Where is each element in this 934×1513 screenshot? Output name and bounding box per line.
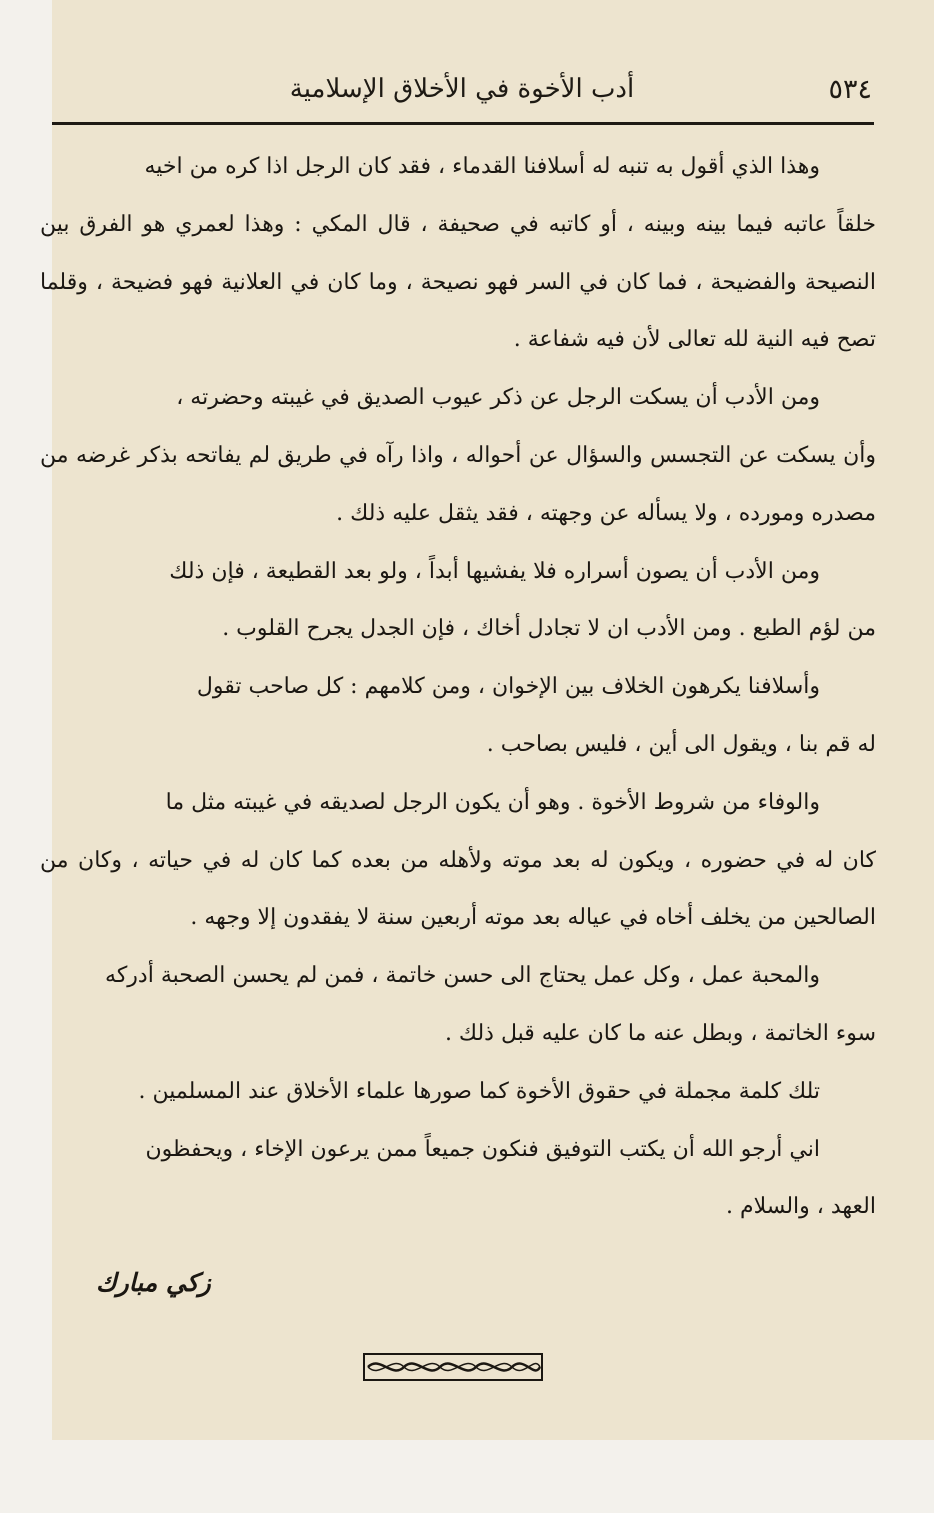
- header-rule: [52, 122, 874, 125]
- scan-margin: [0, 1440, 934, 1513]
- paragraph-first-line: تلك كلمة مجملة في حقوق الأخوة كما صورها علماء الأخلاق عند المسلمين .: [138, 1078, 820, 1104]
- paragraph-3: [40, 543, 876, 659]
- paragraph-continuation: وأن يسكت عن التجسس والسؤال عن أحواله ، واذا رآه في طريق لم يفاتحه بذكر غرضه من مصدره ومورده ، ولا يسأله عن وجهته ، فقد يثقل عليه ذلك .: [40, 442, 876, 526]
- paragraph-7: [40, 1063, 876, 1121]
- page-number: ٥٣٤: [828, 74, 872, 105]
- paragraph-first-line: والوفاء من شروط الأخوة . وهو أن يكون الرجل لصديقه في غيبته مثل ما: [165, 789, 820, 815]
- paragraph-4: [40, 658, 876, 774]
- paragraph-first-line: ومن الأدب أن يسكت الرجل عن ذكر عيوب الصديق في غيبته وحضرته ،: [176, 385, 820, 411]
- paragraph-continuation: من لؤم الطبع . ومن الأدب ان لا تجادل أخاك ، فإن الجدل يجرح القلوب .: [222, 616, 876, 642]
- body-text: [40, 138, 876, 1236]
- paragraph-1: [40, 138, 876, 369]
- paragraph-first-line: ومن الأدب أن يصون أسراره فلا يفشيها أبداً ، ولو بعد القطيعة ، فإن ذلك: [169, 558, 820, 584]
- paragraph-continuation: خلقاً عاتبه فيما بينه وبينه ، أو كاتبه في صحيفة ، قال المكي : وهذا لعمري هو الفرق بين النصيحة والفضيحة ، فما كان في السر فهو نصيحة ، وما كان في العلانية فهو فضيحة ، وقلما تصح فيه النية لله تعالى لأن فيه شفاعة .: [40, 211, 876, 353]
- paragraph-5: [40, 774, 876, 947]
- running-title: أدب الأخوة في الأخلاق الإسلامية: [289, 74, 635, 104]
- paragraph-continuation: العهد ، والسلام .: [725, 1194, 876, 1220]
- paragraph-continuation: سوء الخاتمة ، وبطل عنه ما كان عليه قبل ذلك .: [444, 1020, 876, 1046]
- paragraph-first-line: وهذا الذي أقول به تنبه له أسلافنا القدماء ، فقد كان الرجل اذا كره من اخيه: [144, 154, 820, 179]
- page-header: [52, 72, 872, 112]
- author-signature: زكي مبارك: [96, 1268, 211, 1297]
- paragraph-8: [40, 1121, 876, 1237]
- paragraph-first-line: والمحبة عمل ، وكل عمل يحتاج الى حسن خاتمة ، فمن لم يحسن الصحبة أدركه: [105, 963, 820, 989]
- paragraph-continuation: له قم بنا ، ويقول الى أين ، فليس بصاحب .: [486, 731, 876, 757]
- paragraph-continuation: كان له في حضوره ، ويكون له بعد موته ولأهله من بعده كما كان له في حياته ، وكان من الصالحين من يخلف أخاه في عياله بعد موته أربعين سنة لا يفقدون إلا وجهه .: [40, 847, 876, 931]
- paragraph-first-line: اني أرجو الله أن يكتب التوفيق فنكون جميعاً ممن يرعون الإخاء ، ويحفظون: [145, 1136, 820, 1162]
- paragraph-2: [40, 369, 876, 542]
- decorative-ornament: [362, 1352, 544, 1382]
- paragraph-first-line: وأسلافنا يكرهون الخلاف بين الإخوان ، ومن كلامهم : كل صاحب تقول: [196, 674, 820, 700]
- paragraph-6: [40, 947, 876, 1063]
